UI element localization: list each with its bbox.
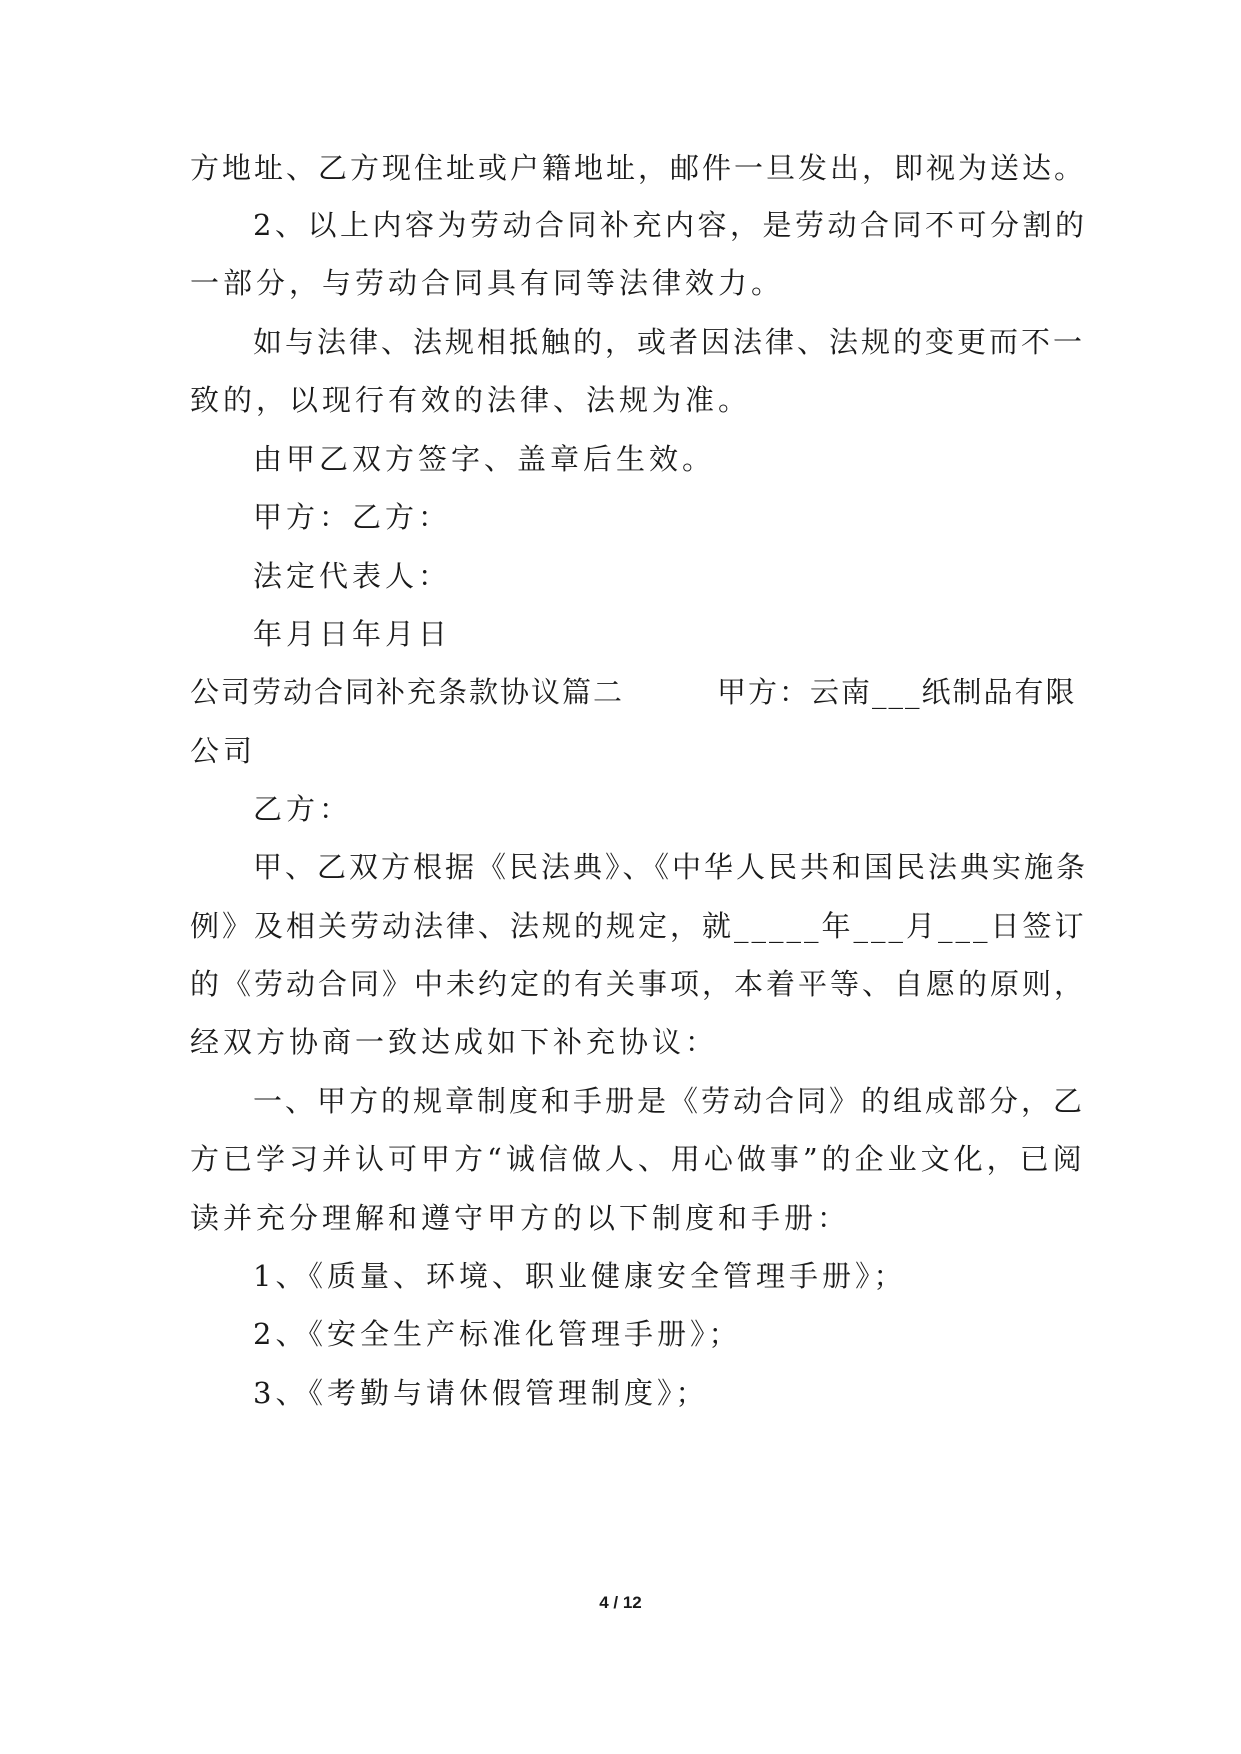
text-line: 一、甲方的规章制度和手册是《劳动合同》的组成部分，乙 [253,1084,1086,1118]
text-line: 甲方：乙方： [253,500,452,534]
text-line: 如与法律、法规相抵触的，或者因法律、法规的变更而不一 [253,325,1086,359]
text-line: 年月日年月日 [253,617,452,651]
list-item: 2、《安全生产标准化管理手册》； [253,1317,742,1351]
page-number: 4 / 12 [599,1593,642,1612]
list-item: 3、《考勤与请休假管理制度》； [253,1376,709,1410]
text-line: 2、以上内容为劳动合同补充内容，是劳动合同不可分割的 [253,208,1088,242]
list-item: 1、《质量、环境、职业健康安全管理手册》； [253,1259,907,1293]
text-line: 公司 [190,734,257,768]
text-line: 读并充分理解和遵守甲方的以下制度和手册： [190,1201,851,1235]
text-line: 法定代表人： [253,559,452,593]
text-line: 方地址、乙方现住址或户籍地址，邮件一旦发出，即视为送达。 [190,151,1087,185]
text-line: 经双方协商一致达成如下补充协议： [190,1025,719,1059]
section-heading: 公司劳动合同补充条款协议篇二 甲方：云南___纸制品有限 [190,675,1077,709]
text-line: 例》及相关劳动法律、法规的规定，就_____年___月___日签订 [190,909,1087,943]
text-line: 一部分，与劳动合同具有同等法律效力。 [190,266,785,300]
text-line: 甲、乙双方根据《民法典》、《中华人民共和国民法典实施条 [253,850,1089,884]
text-line: 的《劳动合同》中未约定的有关事项，本着平等、自愿的原则， [190,967,1087,1001]
text-line: 由甲乙双方签字、盖章后生效。 [253,442,716,476]
text-line: 方已学习并认可甲方“诚信做人、用心做事”的企业文化，已阅 [190,1142,1086,1176]
text-line: 致的，以现行有效的法律、法规为准。 [190,383,752,417]
text-line: 乙方： [253,792,353,826]
